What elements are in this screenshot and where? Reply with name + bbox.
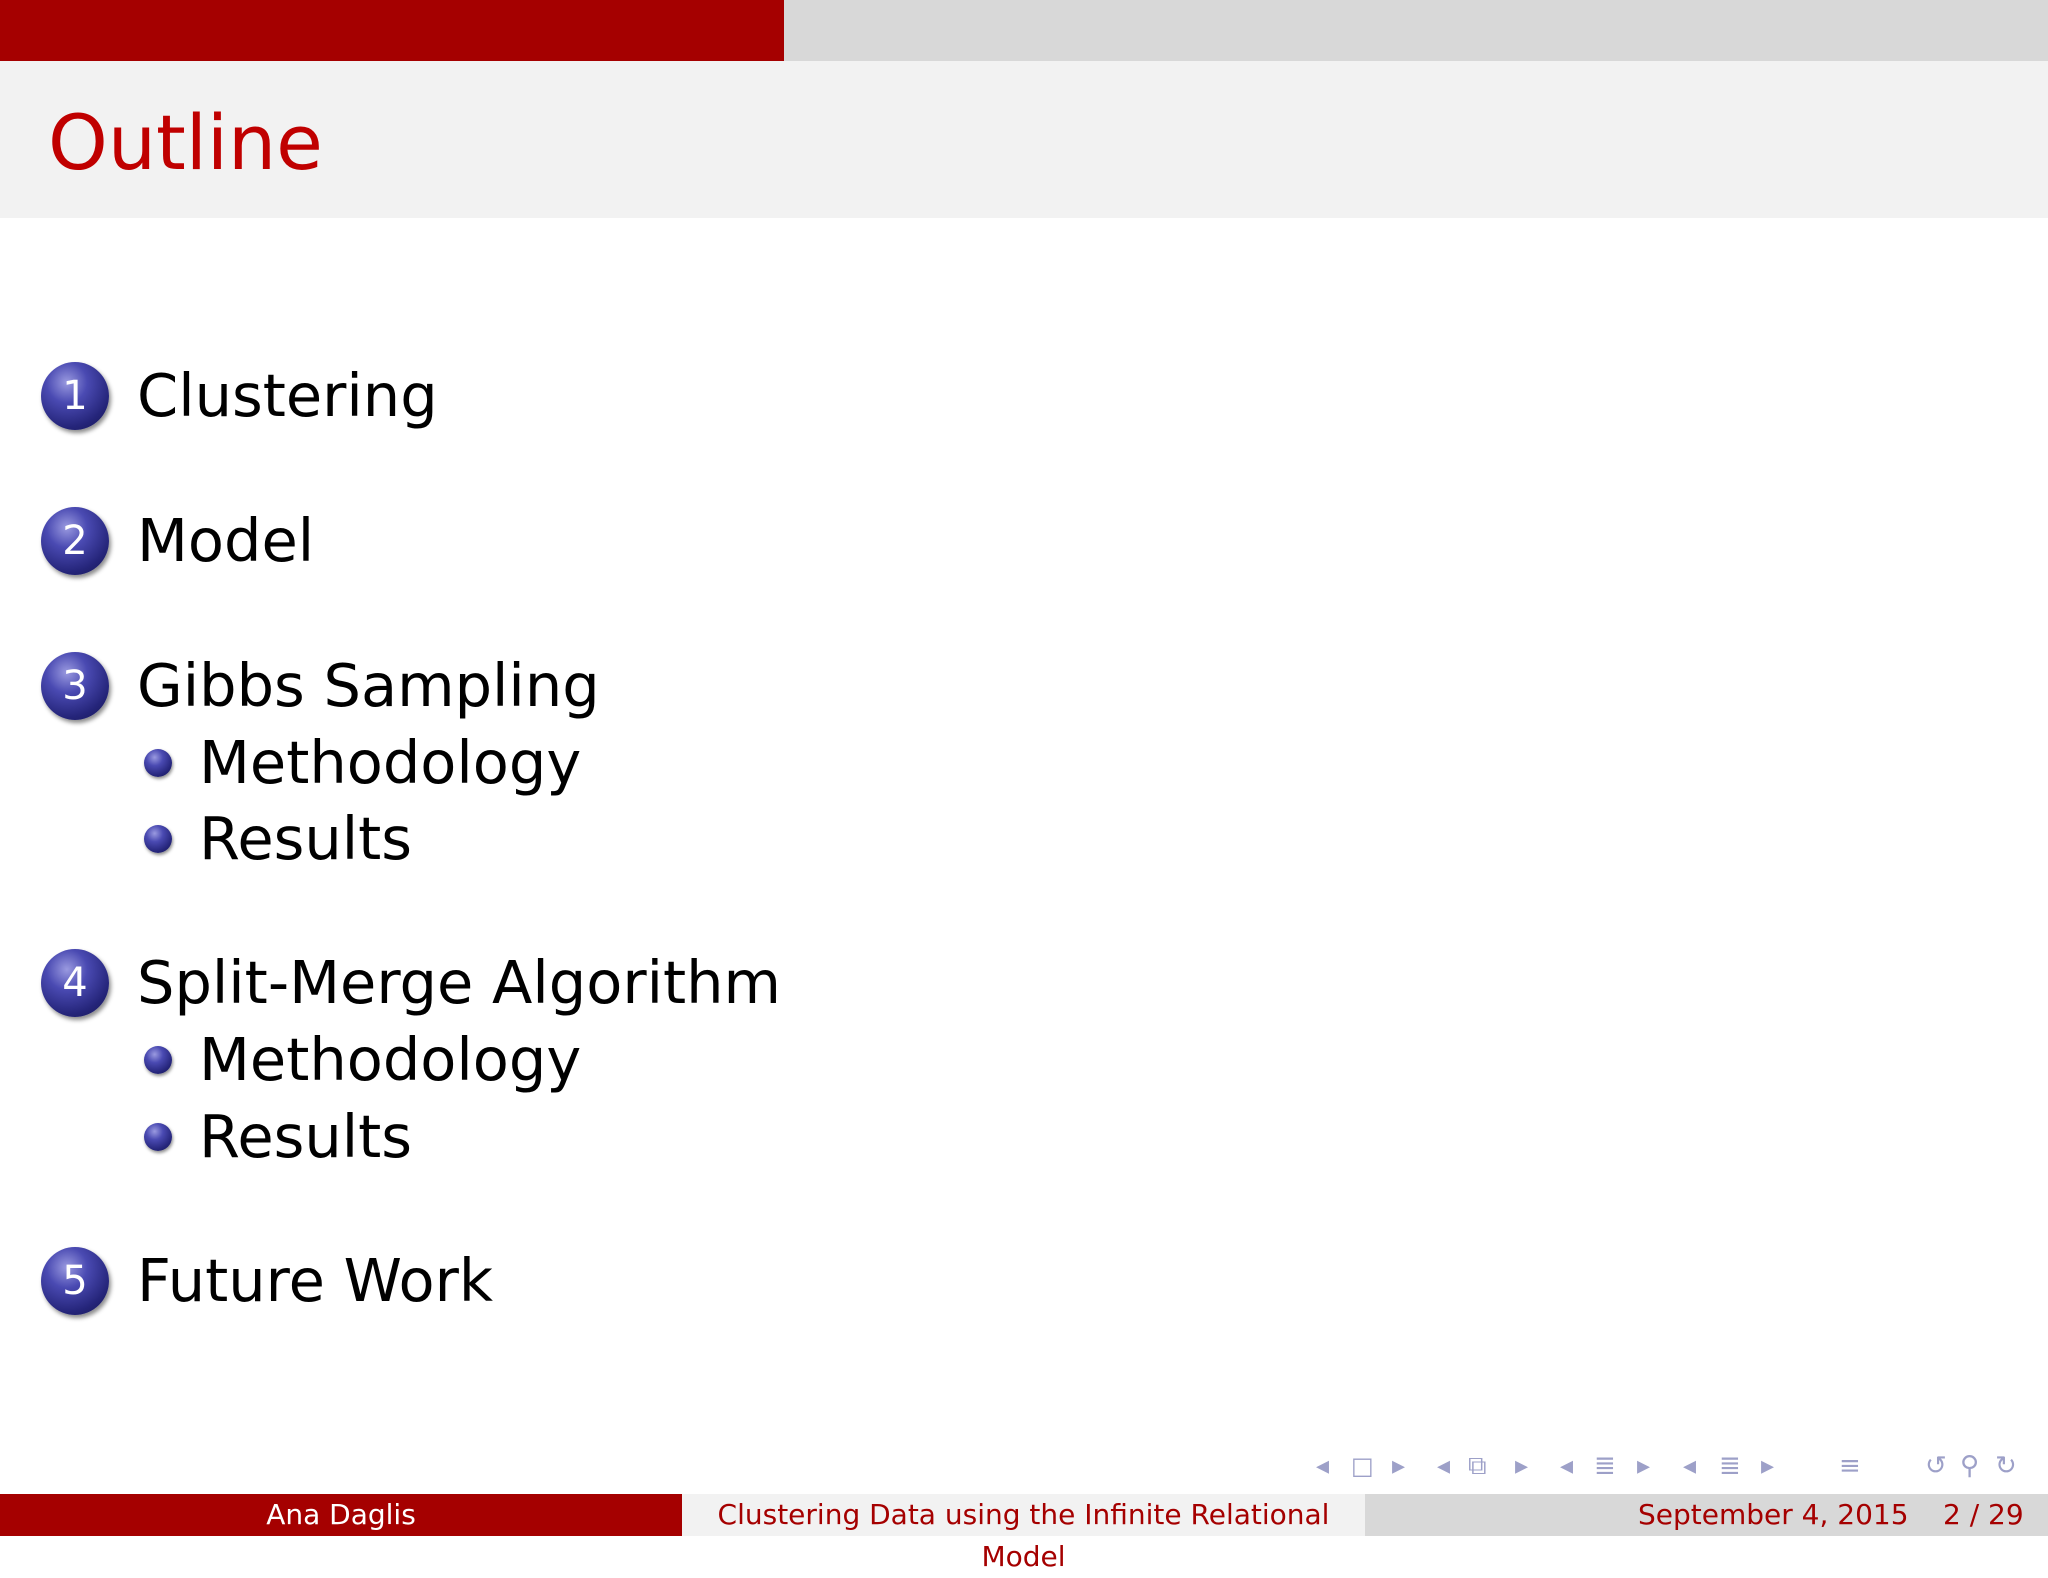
footline [0,1494,2048,1573]
subsection-label: Methodology [199,728,582,797]
subsection-label: Methodology [199,1025,582,1094]
undo-icon[interactable]: ↺ [1925,1451,1947,1481]
page-number: 2 / 29 [1943,1498,2024,1531]
search-icon[interactable]: ⚲ [1960,1451,1980,1481]
section-label: Model [137,506,315,575]
page-title: Outline [48,98,323,187]
frame-icon[interactable]: □ [1351,1452,1374,1480]
section-label: Gibbs Sampling [137,651,600,720]
bullet-ball-icon [144,749,172,777]
section-label: Future Work [137,1246,494,1315]
bullet-ball-icon [144,1046,172,1074]
arrow-right-icon[interactable]: ▸ [1515,1451,1529,1481]
subsection-label: Results [199,1102,413,1171]
section-number-ball: 4 [41,949,109,1017]
footer-date-page [1365,1494,2048,1536]
section-label: Clustering [137,361,438,430]
section-label: Split-Merge Algorithm [137,948,781,1017]
arrow-left-icon[interactable]: ◂ [1683,1451,1697,1481]
redo-icon[interactable]: ↻ [1995,1451,2017,1481]
arrow-left-icon[interactable]: ◂ [1316,1451,1330,1481]
section-number-ball: 1 [41,362,109,430]
section-number-ball: 2 [41,507,109,575]
section-icon[interactable]: ≣ [1594,1451,1616,1481]
bullet-ball-icon [144,825,172,853]
section-number-ball: 3 [41,652,109,720]
footer-talk-title: Clustering Data using the Infinite Relational Model [682,1494,1365,1536]
align-icon[interactable]: ≡ [1839,1451,1861,1481]
subsection-label: Results [199,804,413,873]
arrow-right-icon[interactable]: ▸ [1392,1451,1406,1481]
footer-date: September 4, 2015 [1638,1498,1909,1531]
footer-author: Ana Daglis [0,1494,682,1536]
arrow-right-icon[interactable]: ▸ [1761,1451,1775,1481]
arrow-left-icon[interactable]: ◂ [1560,1451,1574,1481]
section-number-ball: 5 [41,1247,109,1315]
beamer-navigation [0,1446,2048,1486]
document-icon[interactable]: ≣ [1719,1451,1741,1481]
bullet-ball-icon [144,1123,172,1151]
arrow-left-icon[interactable]: ◂ [1437,1451,1451,1481]
arrow-right-icon[interactable]: ▸ [1637,1451,1651,1481]
subsection-icon[interactable]: ⧉ [1468,1451,1487,1481]
